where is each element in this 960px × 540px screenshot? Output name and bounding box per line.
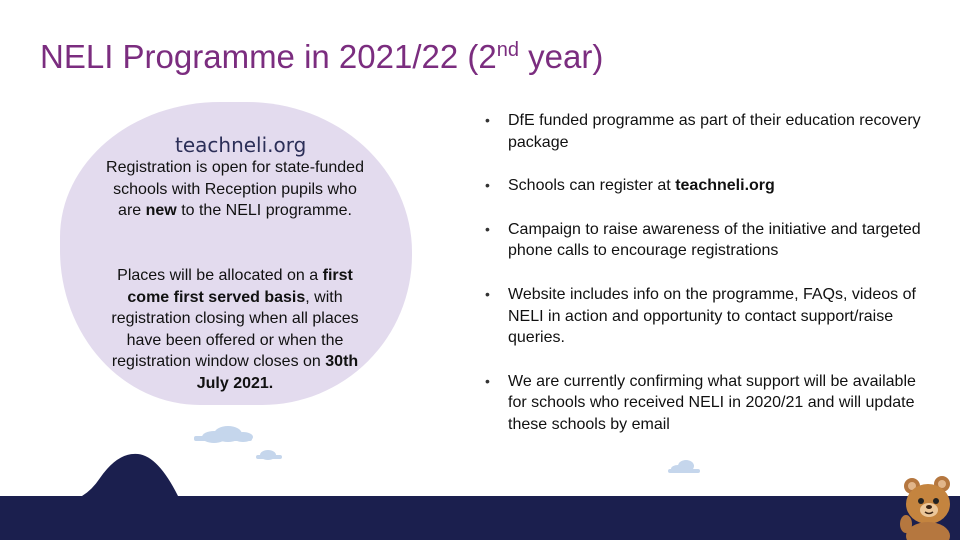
bullet-item: • Campaign to raise awareness of the initiative and targeted phone calls to encourage registrations [485,220,921,260]
bullet-icon: • [485,372,490,389]
title-main: NELI Programme in 2021/22 (2 [40,38,497,75]
bubble-paragraph-registration: Registration is open for state-funded schools with Reception pupils who are new to the NELI programme. [106,159,364,220]
title-end: year) [518,38,604,75]
bullet-icon: • [485,220,490,237]
bubble-heading: teachneli.org [175,133,307,157]
bold-closing-date: 30th July 2021. [196,353,359,392]
bullet-item: • Schools can register at teachneli.org [483,175,933,197]
bullet-icon: • [485,285,490,302]
bold-first-come: first come first served basis [127,267,353,306]
cloud-icon [668,460,700,473]
bold-new: new [145,202,177,220]
bullet-item: • DfE funded programme as part of their education recovery package [485,112,921,151]
cloud-icon [256,450,282,460]
bold-website: teachneli.org [675,177,775,195]
bullet-icon: • [485,177,490,194]
bullet-icon: • [485,112,490,128]
ground-shape [0,454,960,540]
bubble-paragraph-allocation: Places will be allocated on a first come first served basis, with registration closing when all places have been offered or when the registration window closes on 30th July 2021. [111,267,359,392]
title-superscript: nd [496,39,519,61]
bullet-item: • Website includes info on the programme, FAQs, videos of NELI in action and opportunity to contact support/raise queries. [485,285,916,347]
bullet-item: • We are currently confirming what support will be available for schools who received NELI in 2020/21 and will update these schools by email [485,372,916,433]
teddy-bear-icon [898,474,960,540]
cloud-icon [194,426,253,443]
